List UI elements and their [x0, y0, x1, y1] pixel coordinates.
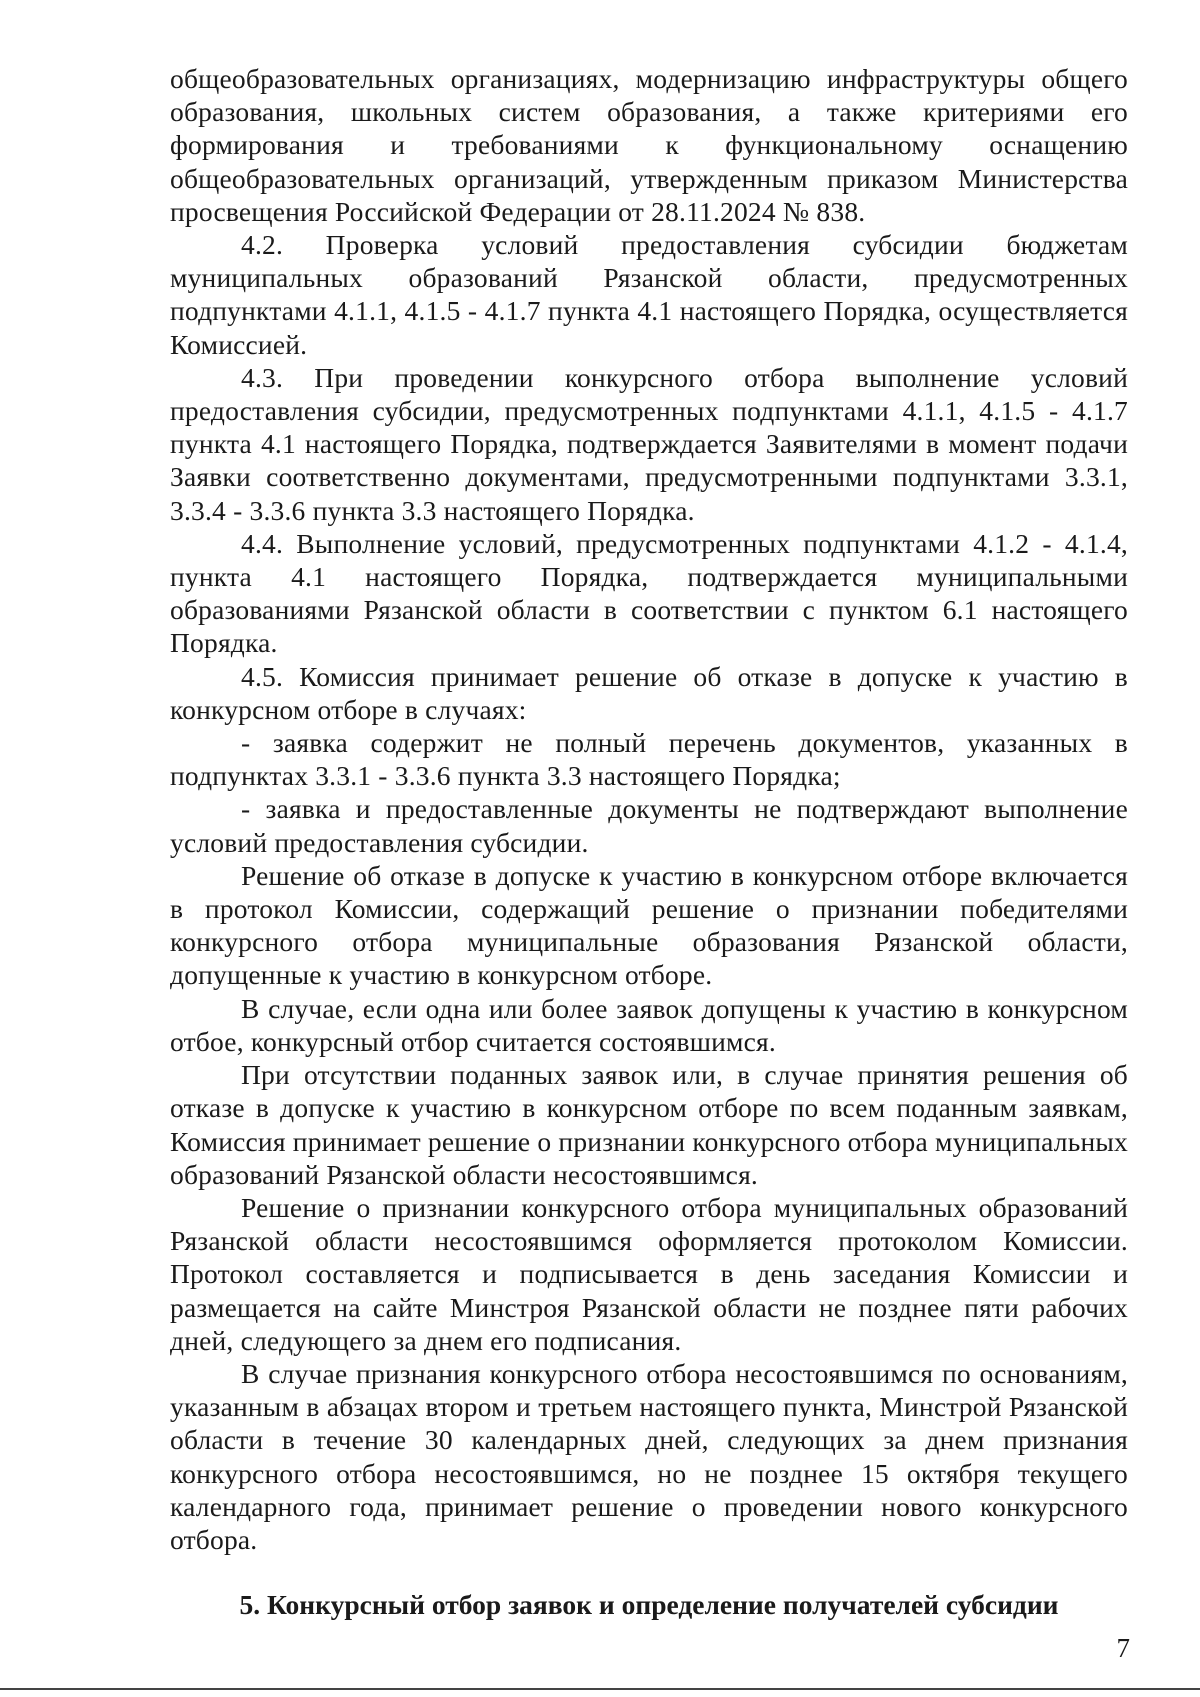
paragraph-continuation: общеобразовательных организациях, модернизацию инфраструктуры общего образования, школьных систем образования, а также критериями его формирования и требованиями к функциональному оснащению общеобразовательных организаций, утвержденным приказом Министерства просвещения Российской Федерации от 28.11.2024 № 838.	[170, 63, 1128, 227]
paragraph-new-selection: В случае признания конкурсного отбора несостоявшимся по основаниям, указанным в абзацах втором и третьем настоящего пункта, Минстрой Рязанской области в течение 30 календарных дней, следующих за днем признания конкурсного отбора несостоявшимся, но не позднее 15 октября текущего календарного года, принимает решение о проведении нового конкурсного отбора.	[170, 1357, 1128, 1555]
paragraph-4-5: 4.5. Комиссия принимает решение об отказе в допуске к участию в конкурсном отборе в случаях:	[170, 660, 1128, 725]
paragraph-4-3: 4.3. При проведении конкурсного отбора выполнение условий предоставления субсидии, предусмотренных подпунктами 4.1.1, 4.1.5 - 4.1.7 пункта 4.1 настоящего Порядка, подтверждается Заявителями в момент подачи Заявки соответственно документами, предусмотренными подпунктами 3.3.1, 3.3.4 - 3.3.6 пункта 3.3 настоящего Порядка.	[170, 361, 1128, 526]
paragraph-4-4: 4.4. Выполнение условий, предусмотренных подпунктами 4.1.2 - 4.1.4, пункта 4.1 настоящего Порядка, подтверждается муниципальными образованиями Рязанской области в соответствии с пунктом 6.1 настоящего Порядка.	[170, 527, 1128, 659]
paragraph-protocol: Решение о признании конкурсного отбора муниципальных образований Рязанской области несостоявшимся оформляется протоколом Комиссии. Протокол составляется и подписывается в день заседания Комиссии и размещается на сайте Минстроя Рязанской области не позднее пяти рабочих дней, следующего за днем его подписания.	[170, 1191, 1128, 1356]
paragraph-refusal-decision: Решение об отказе в допуске к участию в конкурсном отборе включается в протокол Комиссии, содержащий решение о признании победителями конкурсного отбора муниципальные образования Рязанской области, допущенные к участию в конкурсном отборе.	[170, 859, 1128, 991]
paragraph-no-applications: При отсутствии поданных заявок или, в случае принятия решения об отказе в допуске к участию в конкурсном отборе по всем поданным заявкам, Комиссия принимает решение о признании конкурсного отбора муниципальных образований Рязанской области несостоявшимся.	[170, 1059, 1128, 1190]
document-body	[170, 62, 1128, 1556]
paragraph-selection-held: В случае, если одна или более заявок допущены к участию в конкурсном отбое, конкурсный отбор считается состоявшимся.	[170, 992, 1128, 1057]
paragraph-4-2: 4.2. Проверка условий предоставления субсидии бюджетам муниципальных образований Рязанской области, предусмотренных подпунктами 4.1.1, 4.1.5 - 4.1.7 пункта 4.1 настоящего Порядка, осуществляется Комиссией.	[170, 229, 1128, 360]
list-item-conditions-not-confirmed: - заявка и предоставленные документы не подтверждают выполнение условий предоставления субсидии.	[170, 793, 1128, 858]
list-item-incomplete-documents: - заявка содержит не полный перечень документов, указанных в подпунктах 3.3.1 - 3.3.6 пункта 3.3 настоящего Порядка;	[170, 727, 1128, 792]
page-number: 7	[1116, 1633, 1130, 1663]
section-heading: 5. Конкурсный отбор заявок и определение получателей субсидии	[239, 1589, 1059, 1620]
bottom-divider	[0, 1688, 1200, 1690]
